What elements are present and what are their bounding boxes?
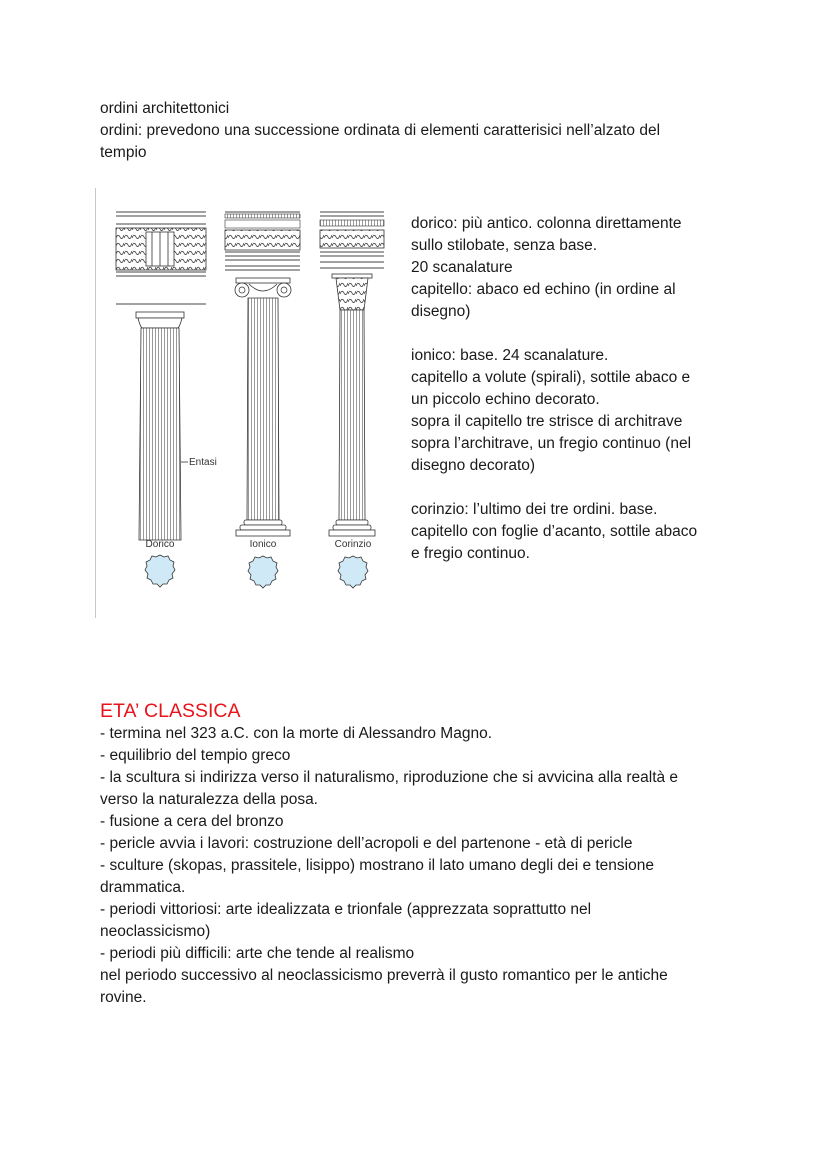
ionic-base <box>236 520 290 536</box>
ionic-flute-section <box>248 556 278 588</box>
doric-label: Dorico <box>145 539 175 550</box>
ionic-entablature <box>225 212 300 270</box>
body-line: - termina nel 323 a.C. con la morte di Alessandro Magno. <box>100 725 493 742</box>
corinthian-shaft <box>339 310 365 520</box>
body-line: - periodi più difficili: arte che tende al realismo <box>100 945 415 962</box>
side-line: e fregio continuo. <box>411 545 530 562</box>
side-line: capitello con foglie d’acanto, sottile abaco <box>411 523 698 540</box>
doric-shaft <box>139 328 181 540</box>
corinthian-column <box>320 212 384 588</box>
body-line: drammatica. <box>100 879 186 896</box>
side-line: corinzio: l’ultimo dei tre ordini. base. <box>411 501 658 518</box>
body-line: - pericle avvia i lavori: costruzione dell’acropoli e del partenone - età di pericle <box>100 835 633 852</box>
body-line: neoclassicismo) <box>100 923 211 940</box>
body-line: - sculture (skopas, prassitele, lisippo) mostrano il lato umano degli dei e tensione <box>100 857 654 874</box>
body-line: nel periodo successivo al neoclassicismo preverrà il gusto romantico per le antiche <box>100 967 668 984</box>
doric-column <box>116 212 217 587</box>
body-line: - periodi vittoriosi: arte idealizzata e trionfale (apprezzata soprattutto nel <box>100 901 592 918</box>
side-line: un piccolo echino decorato. <box>411 391 600 408</box>
corinthian-base <box>329 520 375 536</box>
corinthian-label: Corinzio <box>334 539 372 550</box>
ionic-label: Ionico <box>249 539 277 550</box>
page-title: ordini architettonici <box>100 100 230 117</box>
body-line: - la scultura si indirizza verso il naturalismo, riproduzione che si avvicina alla realtà e <box>100 769 679 786</box>
section-heading: ETA’ CLASSICA <box>100 700 241 722</box>
corinthian-capital <box>332 274 372 310</box>
side-line: ionico: base. 24 scanalature. <box>411 347 609 364</box>
side-line: disegno decorato) <box>411 457 536 474</box>
body-line: rovine. <box>100 989 147 1006</box>
side-line: capitello: abaco ed echino (in ordine al <box>411 281 676 298</box>
side-line: sopra il capitello tre strisce di architrave <box>411 413 683 430</box>
intro-line-1: ordini: prevedono una successione ordinata di elementi caratterisici nell’alzato del <box>100 122 661 139</box>
doric-entablature <box>116 212 206 304</box>
column-orders-figure <box>100 200 395 610</box>
entasi-label: Entasi <box>189 457 217 468</box>
body-line: - fusione a cera del bronzo <box>100 813 284 830</box>
doric-capital <box>136 312 184 328</box>
ionic-shaft <box>247 298 279 520</box>
ionic-column <box>225 212 300 588</box>
side-line: dorico: più antico. colonna direttamente <box>411 215 682 232</box>
margin-rule <box>95 188 96 618</box>
side-line: sopra l’architrave, un fregio continuo (nel <box>411 435 692 452</box>
corinthian-entablature <box>320 212 384 268</box>
side-line: sullo stilobate, senza base. <box>411 237 598 254</box>
side-line: disegno) <box>411 303 471 320</box>
intro-line-2: tempio <box>100 144 147 161</box>
side-line: capitello a volute (spirali), sottile abaco e <box>411 369 691 386</box>
ionic-capital <box>235 278 291 297</box>
body-line: verso la naturalezza della posa. <box>100 791 318 808</box>
corinthian-flute-section <box>338 556 368 588</box>
side-line: 20 scanalature <box>411 259 513 276</box>
body-line: - equilibrio del tempio greco <box>100 747 291 764</box>
doric-flute-section <box>145 555 175 587</box>
